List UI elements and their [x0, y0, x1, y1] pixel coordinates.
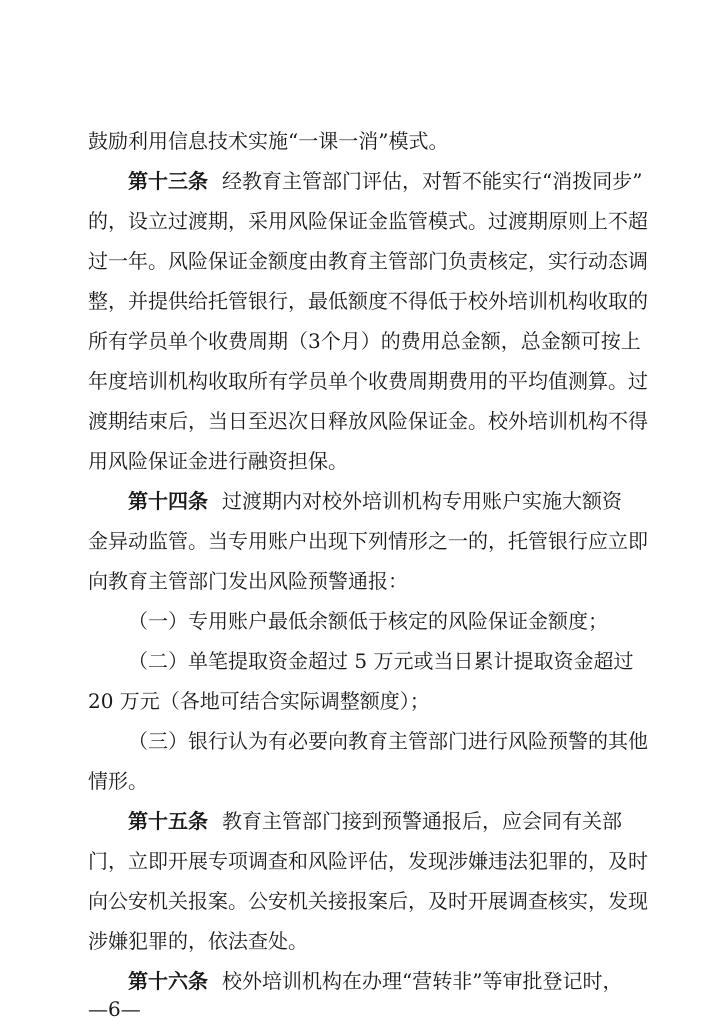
text-line: 向公安机关报案。公安机关接报案后，及时开展调查核实，发现: [88, 889, 648, 913]
article-heading: 第十六条: [128, 969, 208, 993]
text-line: 过渡期内对校外培训机构专用账户实施大额资: [222, 489, 622, 513]
article-heading: 第十三条: [128, 169, 208, 193]
text-line: 情形。: [88, 769, 148, 793]
text-line: 整，并提供给托管银行，最低额度不得低于校外培训机构收取的: [88, 289, 648, 313]
text-line: 向教育主管部门发出风险预警通报：: [88, 569, 408, 593]
text-line: 的，设立过渡期，采用风险保证金监管模式。过渡期原则上不超: [88, 209, 648, 233]
text-line: 渡期结束后，当日至迟次日释放风险保证金。校外培训机构不得: [88, 409, 648, 433]
article-13-first-line: [128, 166, 648, 196]
text-line: 所有学员单个收费周期（3个月）的费用总金额，总金额可按上: [88, 329, 641, 353]
article-14-first-line: [128, 486, 648, 516]
text-line: 校外培训机构在办理“营转非”等审批登记时，: [222, 969, 623, 993]
page-number: —6—: [88, 997, 141, 1021]
text-line: 年度培训机构收取所有学员单个收费周期费用的平均值测算。过: [88, 369, 648, 393]
article-16-first-line: [128, 966, 648, 996]
text-line: 20 万元（各地可结合实际调整额度）；: [88, 689, 430, 713]
text-line: 教育主管部门接到预警通报后，应会同有关部: [222, 809, 622, 833]
text-line: 经教育主管部门评估，对暂不能实行“消拨同步”: [222, 169, 643, 193]
article-heading: 第十五条: [128, 809, 208, 833]
text-line: 涉嫌犯罪的，依法查处。: [88, 929, 308, 953]
text-line: （一）专用账户最低余额低于核定的风险保证金额度；: [128, 609, 608, 633]
article-heading: 第十四条: [128, 489, 208, 513]
article-15-first-line: [128, 806, 648, 836]
text-line: （二）单笔提取资金超过 5 万元或当日累计提取资金超过: [128, 649, 634, 673]
text-line: 门，立即开展专项调查和风险评估，发现涉嫌违法犯罪的，及时: [88, 849, 648, 873]
text-line: 鼓励利用信息技术实施“一课一消”模式。: [88, 129, 449, 153]
text-line: 过一年。风险保证金额度由教育主管部门负责核定，实行动态调: [88, 249, 648, 273]
text-line: 用风险保证金进行融资担保。: [88, 449, 348, 473]
text-line: 金异动监管。当专用账户出现下列情形之一的，托管银行应立即: [88, 529, 648, 553]
text-line: （三）银行认为有必要向教育主管部门进行风险预警的其他: [128, 729, 648, 753]
